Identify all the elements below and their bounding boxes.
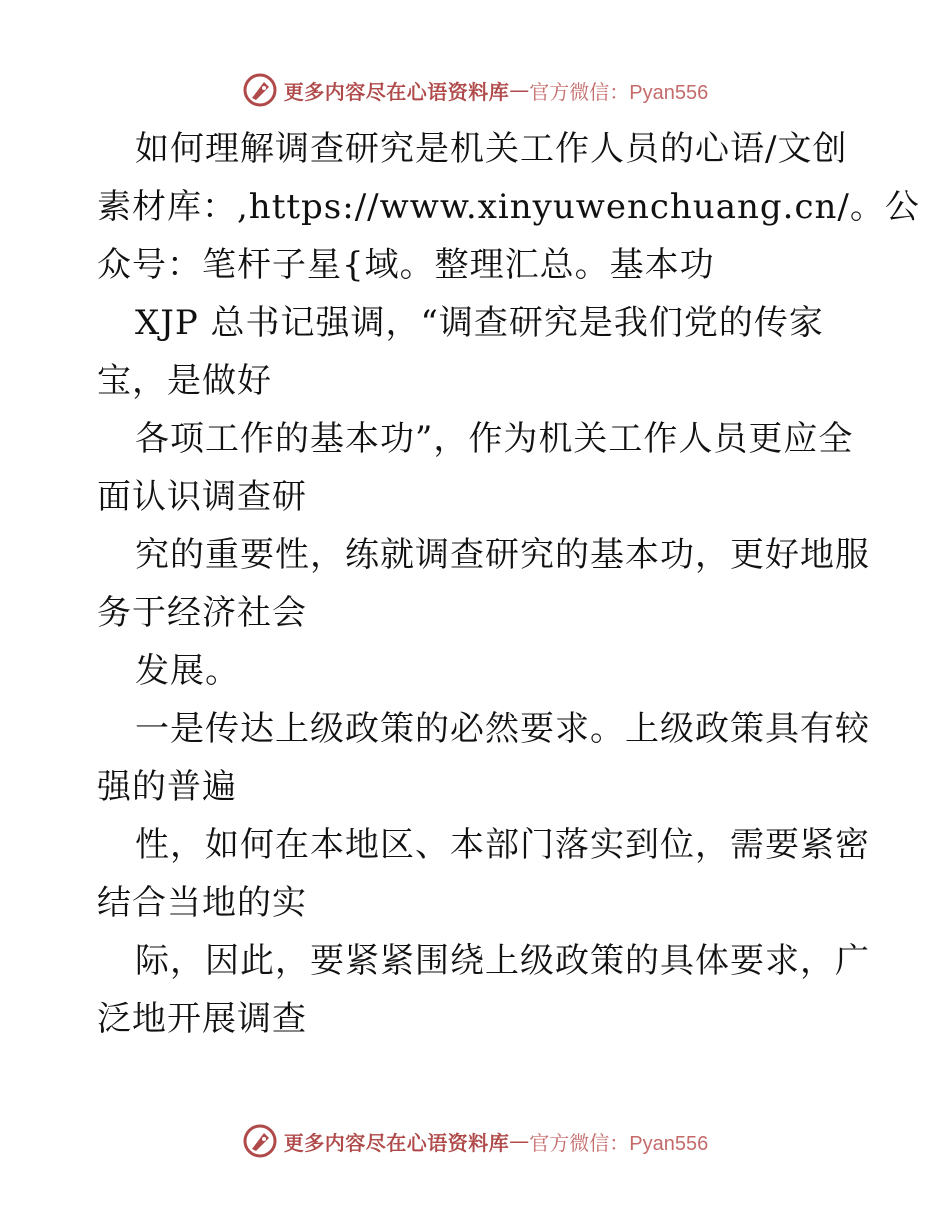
footer-contact: 官方微信：Pyan556	[529, 1132, 709, 1155]
header-banner	[0, 70, 950, 110]
footer-separator: —	[509, 1129, 530, 1153]
body-line: XJP 总书记强调，“调查研究是我们党的传家	[135, 303, 824, 343]
footer-site-name: 更多内容尽在心语资料库	[283, 1130, 510, 1155]
body-line: 务于经济社会	[97, 593, 307, 633]
body-line: 一是传达上级政策的必然要求。上级政策具有较	[135, 709, 870, 749]
body-line: 众号：笔杆子星{域。整理汇总。基本功	[97, 245, 715, 285]
pen-nib-logo-icon	[242, 1123, 278, 1159]
body-line: 素材库：,https://www.xinyuwenchuang.cn/。公	[97, 187, 920, 227]
footer-banner	[0, 1121, 950, 1161]
header-site-name: 更多内容尽在心语资料库	[283, 79, 510, 104]
body-line: 发展。	[135, 651, 240, 691]
body-line: 结合当地的实	[97, 883, 307, 923]
pen-nib-logo-icon	[242, 72, 278, 108]
body-line: 强的普遍	[97, 767, 237, 807]
header-separator: —	[509, 78, 530, 102]
body-line: 宝，是做好	[97, 361, 272, 401]
body-line: 究的重要性，练就调查研究的基本功，更好地服	[135, 535, 870, 575]
header-contact: 官方微信：Pyan556	[529, 81, 709, 104]
body-line: 面认识调查研	[97, 477, 307, 517]
body-line: 如何理解调查研究是机关工作人员的心语/文创	[135, 129, 848, 169]
document-body	[97, 120, 920, 1048]
body-line: 泛地开展调查	[97, 999, 307, 1039]
body-line: 际，因此，要紧紧围绕上级政策的具体要求，广	[135, 941, 870, 981]
body-line: 性，如何在本地区、本部门落实到位，需要紧密	[135, 825, 870, 865]
body-line: 各项工作的基本功”，作为机关工作人员更应全	[135, 419, 854, 459]
